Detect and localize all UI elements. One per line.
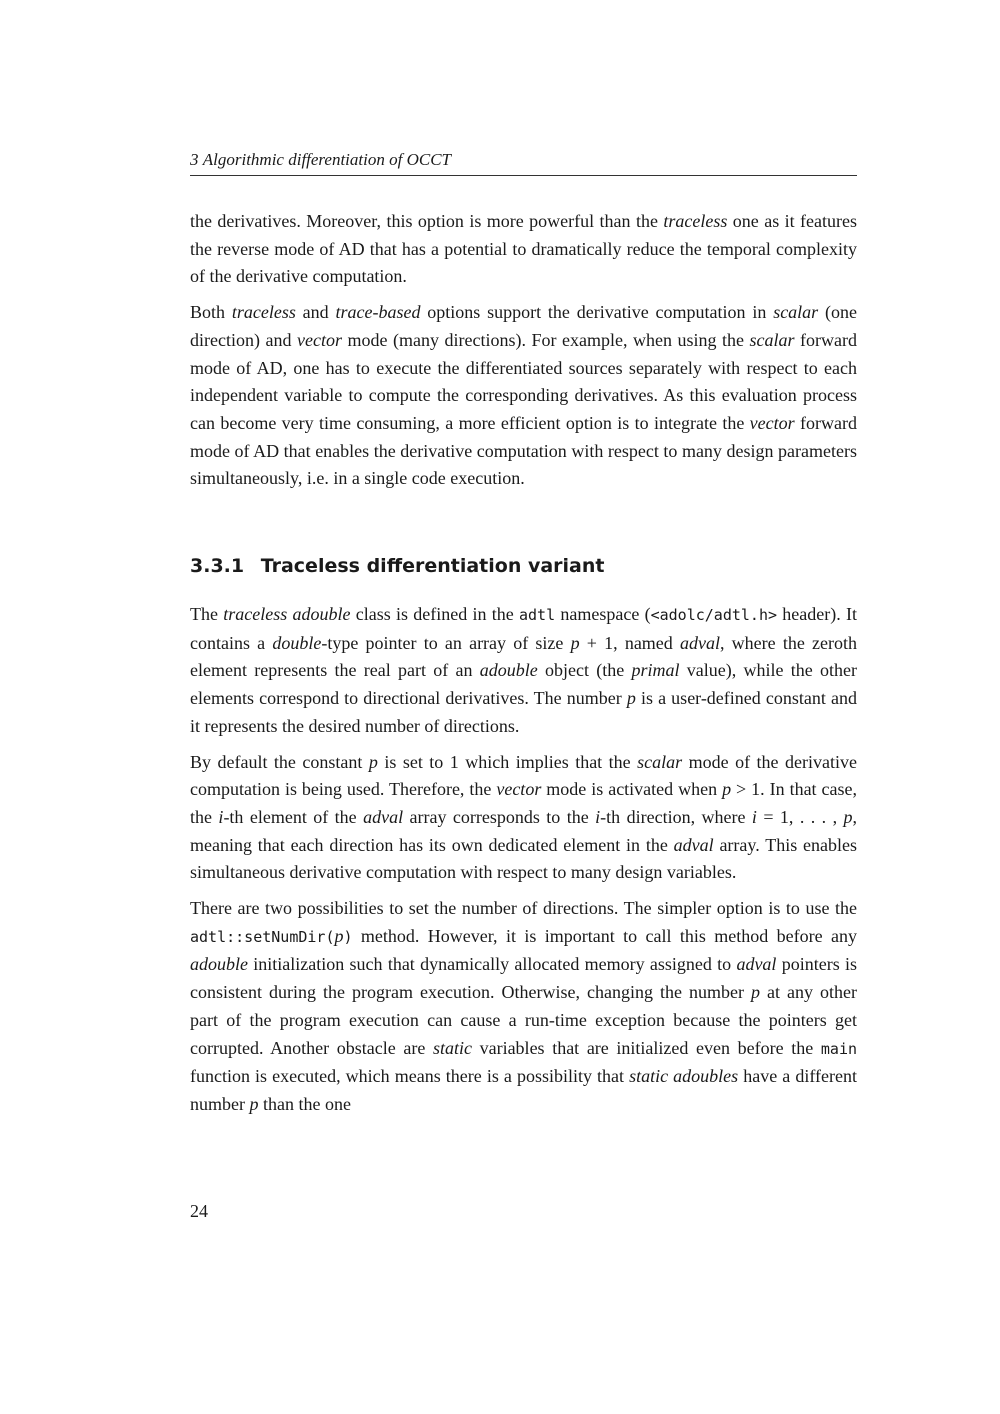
- emphasis-text: adval: [363, 806, 404, 827]
- emphasis-text: p: [722, 779, 732, 800]
- text-run: By default the constant: [190, 751, 369, 772]
- text-run: header). It contains a: [190, 604, 857, 653]
- page-number: 24: [190, 1201, 208, 1221]
- text-run: , where the zeroth element represents the real part of an: [190, 632, 857, 681]
- text-run: namespace (: [555, 604, 651, 624]
- emphasis-text: p: [368, 751, 378, 772]
- emphasis-text: i: [218, 806, 224, 827]
- text-run: is a user-defined constant and it represents the desired number of directions.: [190, 688, 857, 736]
- section-heading: [190, 555, 857, 577]
- text-run: mode (many directions). For example, when using the: [341, 329, 750, 350]
- text-run: -th direction, where: [600, 806, 752, 827]
- text-run: variables that are initialized even before the: [471, 1037, 821, 1058]
- emphasis-text: static adoubles: [629, 1066, 739, 1087]
- code-text: ): [343, 927, 353, 946]
- text-run: Both: [190, 302, 232, 323]
- text-run: -th element of the: [223, 806, 364, 827]
- emphasis-text: i: [595, 806, 601, 827]
- text-run: function is executed, which means there is a possibility that: [190, 1066, 630, 1087]
- text-run: , meaning that each direction has its own dedicated element in the: [190, 806, 858, 855]
- emphasis-text: adouble: [190, 954, 248, 975]
- text-run: class is defined in the: [350, 604, 519, 624]
- section-number: 3.3.1: [190, 555, 245, 577]
- emphasis-text: vector: [496, 779, 542, 800]
- emphasis-text: adouble: [479, 660, 538, 681]
- text-run: forward mode of AD that enables the derivative computation with respect to many design parameters simultaneously, i.e. in a single code execution.: [190, 412, 857, 489]
- text-run: > 1. In that case, the: [190, 779, 857, 827]
- emphasis-text: p: [334, 925, 344, 946]
- text-run: There are two possibilities to set the number of directions. The simpler option is to use the: [190, 898, 857, 919]
- emphasis-text: double: [272, 632, 322, 653]
- emphasis-text: adval: [673, 834, 714, 855]
- text-run: at any other part of the program execution can cause a run-time exception because the pointers get corrupted. Another obstacle are: [190, 982, 858, 1058]
- paragraph: [190, 299, 857, 493]
- emphasis-text: adval: [736, 954, 777, 975]
- text-run: array corresponds to the: [403, 806, 596, 827]
- text-run: the derivatives. Moreover, this option is more powerful than the: [190, 211, 664, 231]
- text-run: = 1, . . . ,: [756, 806, 844, 827]
- text-run: The: [190, 604, 224, 624]
- text-run: (one direction) and: [190, 302, 857, 350]
- text-run: array. This enables simultaneous derivative computation with respect to many design variables.: [190, 834, 857, 883]
- text-run: mode is activated when: [541, 779, 723, 800]
- text-run: one as it features the reverse mode of AD that has a potential to dramatically reduce the temporal complexity of the derivative computation.: [190, 211, 858, 287]
- text-run: is set to 1 which implies that the: [377, 751, 638, 772]
- emphasis-text: adval: [679, 632, 720, 653]
- emphasis-text: traceless: [663, 211, 728, 231]
- emphasis-text: scalar: [773, 302, 819, 323]
- emphasis-text: scalar: [749, 329, 795, 350]
- text-run: value), while the other elements correspond to directional derivatives. The number: [190, 660, 857, 709]
- emphasis-text: i: [751, 806, 757, 827]
- chapter-number: 3: [190, 150, 199, 169]
- text-run: -type pointer to an array of size: [321, 632, 571, 653]
- body-text-bottom: [190, 601, 857, 1127]
- emphasis-text: trace-based: [335, 302, 421, 323]
- emphasis-text: p: [626, 688, 636, 709]
- paragraph: [190, 208, 857, 291]
- code-text: adtl::setNumDir(: [190, 927, 335, 946]
- text-run: than the one: [258, 1093, 351, 1114]
- code-text: <adolc/adtl.h>: [650, 606, 778, 624]
- emphasis-text: vector: [296, 329, 342, 350]
- emphasis-text: static: [432, 1037, 472, 1058]
- emphasis-text: p: [249, 1093, 259, 1114]
- text-run: and: [295, 302, 336, 323]
- emphasis-text: primal: [631, 660, 680, 681]
- emphasis-text: traceless: [231, 302, 296, 323]
- paragraph: [190, 601, 857, 741]
- chapter-title: Algorithmic differentiation of OCCT: [202, 150, 451, 169]
- text-run: forward mode of AD, one has to execute the differentiated sources separately with respect to each independent variable to compute the corresponding derivatives. As this evaluation process can become very time consuming, a more efficient option is to integrate the: [190, 329, 857, 433]
- code-text: adtl: [519, 606, 556, 624]
- emphasis-text: p: [570, 632, 580, 653]
- paragraph: [190, 749, 857, 888]
- text-run: pointers is consistent during the program execution. Otherwise, changing the number: [190, 954, 858, 1003]
- text-run: mode of the derivative computation is being used. Therefore, the: [190, 751, 857, 800]
- body-text-top: [190, 208, 857, 501]
- emphasis-text: scalar: [637, 751, 683, 772]
- text-run: initialization such that dynamically allocated memory assigned to: [248, 954, 737, 975]
- running-header: [190, 150, 857, 176]
- text-run: options support the derivative computation in: [420, 302, 774, 323]
- section-title: Traceless differentiation variant: [260, 555, 605, 577]
- text-run: method. However, it is important to call this method before any: [352, 925, 857, 946]
- text-run: have a different number: [190, 1066, 857, 1114]
- emphasis-text: p: [751, 982, 760, 1003]
- text-run: + 1, named: [579, 632, 680, 653]
- emphasis-text: vector: [749, 412, 795, 433]
- emphasis-text: p: [843, 806, 853, 827]
- code-text: main: [820, 1039, 858, 1058]
- text-run: object (the: [537, 660, 632, 681]
- paragraph: [190, 895, 857, 1119]
- emphasis-text: traceless adouble: [223, 604, 351, 624]
